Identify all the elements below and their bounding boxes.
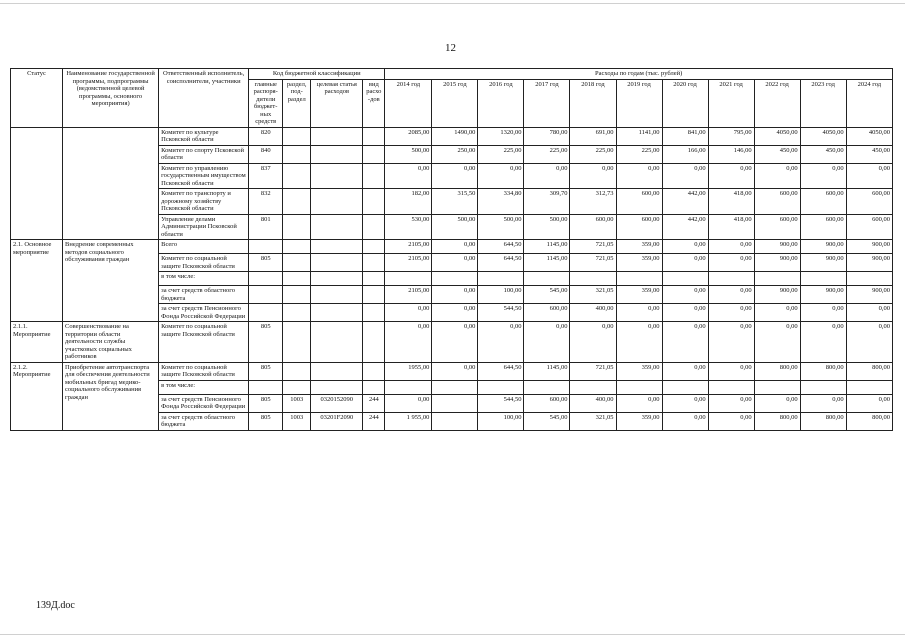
year-value-cell: 1145,00 [524, 362, 570, 380]
status-cell: 2.1.1. Мероприятие [11, 322, 63, 363]
year-value-cell: 225,00 [616, 145, 662, 163]
section-cell [283, 322, 311, 363]
target-cell [311, 272, 363, 286]
table-row [11, 127, 893, 145]
year-value-cell: 721,05 [570, 240, 616, 254]
year-value-cell: 795,00 [708, 127, 754, 145]
year-value-cell: 0,00 [754, 322, 800, 363]
year-value-cell: 0,00 [524, 322, 570, 363]
year-value-cell: 4050,00 [800, 127, 846, 145]
year-value-cell: 0,00 [385, 322, 432, 363]
year-value-cell: 500,00 [478, 214, 524, 240]
year-value-cell: 0,00 [432, 254, 478, 272]
year-value-cell [385, 272, 432, 286]
year-value-cell [385, 380, 432, 394]
year-value-cell: 600,00 [524, 394, 570, 412]
year-value-cell: 900,00 [754, 240, 800, 254]
year-value-cell: 2105,00 [385, 254, 432, 272]
year-value-cell: 600,00 [524, 304, 570, 322]
year-value-cell: 450,00 [754, 145, 800, 163]
year-value-cell [570, 380, 616, 394]
year-value-cell [846, 380, 892, 394]
year-value-cell: 0,00 [662, 286, 708, 304]
year-value-cell: 0,00 [662, 362, 708, 380]
grbs-cell [249, 240, 283, 254]
exp-type-cell [363, 254, 385, 272]
grbs-cell: 840 [249, 145, 283, 163]
year-value-cell: 721,05 [570, 254, 616, 272]
year-value-cell: 644,50 [478, 240, 524, 254]
year-value-cell: 359,00 [616, 240, 662, 254]
year-value-cell: 418,00 [708, 189, 754, 215]
target-cell: 03201F2090 [311, 412, 363, 430]
year-value-cell: 312,73 [570, 189, 616, 215]
year-value-cell [432, 380, 478, 394]
year-value-cell: 225,00 [570, 145, 616, 163]
year-value-cell: 0,00 [662, 322, 708, 363]
year-value-cell: 0,00 [478, 322, 524, 363]
year-value-cell [708, 272, 754, 286]
section-cell [283, 286, 311, 304]
responsible-cell: за счет средств Пенсионного Фонда Российской Федерации [159, 394, 249, 412]
responsible-cell: Управление делами Администрации Псковской области [159, 214, 249, 240]
exp-type-cell [363, 286, 385, 304]
exp-type-cell [363, 145, 385, 163]
year-value-cell: 0,00 [432, 322, 478, 363]
grbs-cell: 805 [249, 362, 283, 380]
scan-edge-bottom [0, 634, 905, 635]
year-value-cell: 0,00 [524, 163, 570, 189]
year-value-cell: 800,00 [846, 362, 892, 380]
header-section: раздел, под-раздел [283, 79, 311, 127]
year-value-cell: 1 955,00 [385, 412, 432, 430]
year-value-cell: 0,00 [662, 254, 708, 272]
section-cell [283, 163, 311, 189]
year-value-cell: 0,00 [708, 362, 754, 380]
year-value-cell: 321,05 [570, 412, 616, 430]
year-value-cell: 0,00 [846, 322, 892, 363]
responsible-cell: за счет средств Пенсионного Фонда Российской Федерации [159, 304, 249, 322]
year-value-cell: 0,00 [800, 394, 846, 412]
grbs-cell: 832 [249, 189, 283, 215]
header-expenses: Расходы по годам (тыс. рублей) [385, 69, 893, 80]
year-value-cell: 0,00 [708, 254, 754, 272]
year-value-cell: 1141,00 [616, 127, 662, 145]
year-value-cell: 900,00 [800, 240, 846, 254]
year-value-cell: 800,00 [800, 412, 846, 430]
target-cell [311, 240, 363, 254]
year-value-cell [616, 380, 662, 394]
year-value-cell: 0,00 [800, 163, 846, 189]
responsible-cell: Комитет по социальной защите Псковской области [159, 322, 249, 363]
exp-type-cell [363, 127, 385, 145]
year-value-cell: 0,00 [708, 163, 754, 189]
responsible-cell: Комитет по транспорту и дорожному хозяйству Псковской области [159, 189, 249, 215]
year-value-cell: 0,00 [708, 412, 754, 430]
year-value-cell: 359,00 [616, 286, 662, 304]
year-value-cell: 600,00 [800, 214, 846, 240]
name-cell: Приобретение автотранспорта для обеспечения деятельности мобильных бригад медико-социального обслуживания граждан [63, 362, 159, 430]
year-value-cell: 0,00 [662, 163, 708, 189]
year-value-cell: 780,00 [524, 127, 570, 145]
exp-type-cell [363, 272, 385, 286]
year-value-cell: 800,00 [754, 362, 800, 380]
year-value-cell: 900,00 [800, 254, 846, 272]
section-cell [283, 189, 311, 215]
grbs-cell: 805 [249, 254, 283, 272]
responsible-cell: Комитет по культуре Псковской области [159, 127, 249, 145]
section-cell [283, 254, 311, 272]
year-value-cell: 359,00 [616, 412, 662, 430]
year-value-cell [846, 272, 892, 286]
target-cell [311, 145, 363, 163]
header-name: Наименование государственной программы, подпрограммы (ведомственной целевой программы, основного мероприятия) [63, 69, 159, 128]
year-value-cell: 0,00 [616, 163, 662, 189]
year-value-cell: 166,00 [662, 145, 708, 163]
year-value-cell: 450,00 [846, 145, 892, 163]
year-value-cell: 2105,00 [385, 286, 432, 304]
year-value-cell: 418,00 [708, 214, 754, 240]
year-value-cell: 900,00 [846, 254, 892, 272]
year-value-cell: 500,00 [385, 145, 432, 163]
year-value-cell: 500,00 [524, 214, 570, 240]
year-value-cell: 182,00 [385, 189, 432, 215]
year-value-cell: 0,00 [432, 286, 478, 304]
responsible-cell: за счет средств областного бюджета [159, 286, 249, 304]
year-value-cell [524, 380, 570, 394]
year-value-cell: 4050,00 [754, 127, 800, 145]
year-value-cell: 0,00 [432, 362, 478, 380]
header-year: 2018 год [570, 79, 616, 127]
year-value-cell: 250,00 [432, 145, 478, 163]
year-value-cell: 644,50 [478, 254, 524, 272]
year-value-cell: 545,00 [524, 286, 570, 304]
year-value-cell: 0,00 [662, 412, 708, 430]
year-value-cell: 0,00 [570, 322, 616, 363]
year-value-cell: 544,50 [478, 394, 524, 412]
year-value-cell: 721,05 [570, 362, 616, 380]
status-cell: 2.1.2. Мероприятие [11, 362, 63, 430]
year-value-cell [708, 380, 754, 394]
year-value-cell: 0,00 [616, 322, 662, 363]
grbs-cell: 805 [249, 322, 283, 363]
section-cell [283, 214, 311, 240]
budget-table [10, 68, 893, 431]
year-value-cell [800, 380, 846, 394]
year-value-cell: 800,00 [800, 362, 846, 380]
responsible-cell: в том числе: [159, 380, 249, 394]
year-value-cell: 359,00 [616, 254, 662, 272]
year-value-cell: 225,00 [478, 145, 524, 163]
year-value-cell: 1955,00 [385, 362, 432, 380]
header-budget-code: Код бюджетной классификации [249, 69, 385, 80]
year-value-cell: 900,00 [754, 286, 800, 304]
year-value-cell: 644,50 [478, 362, 524, 380]
year-value-cell: 0,00 [800, 304, 846, 322]
year-value-cell: 0,00 [570, 163, 616, 189]
header-year: 2017 год [524, 79, 570, 127]
responsible-cell: за счет средств областного бюджета [159, 412, 249, 430]
year-value-cell: 100,00 [478, 286, 524, 304]
exp-type-cell [363, 240, 385, 254]
year-value-cell: 0,00 [708, 322, 754, 363]
year-value-cell: 1490,00 [432, 127, 478, 145]
header-target: целевая статья расходов [311, 79, 363, 127]
year-value-cell: 900,00 [846, 240, 892, 254]
name-cell [63, 127, 159, 240]
header-responsible: Ответственный исполнитель, соисполнители, участники [159, 69, 249, 128]
year-value-cell: 0,00 [754, 304, 800, 322]
year-value-cell: 600,00 [754, 189, 800, 215]
year-value-cell: 600,00 [800, 189, 846, 215]
year-value-cell: 500,00 [432, 214, 478, 240]
section-cell: 1003 [283, 412, 311, 430]
name-cell: Совершенствование на территории области деятельности службы участковых социальных работников [63, 322, 159, 363]
target-cell [311, 214, 363, 240]
year-value-cell: 334,80 [478, 189, 524, 215]
year-value-cell: 359,00 [616, 362, 662, 380]
section-cell: 1003 [283, 394, 311, 412]
year-value-cell: 1320,00 [478, 127, 524, 145]
year-value-cell: 2105,00 [385, 240, 432, 254]
year-value-cell: 1145,00 [524, 240, 570, 254]
year-value-cell: 0,00 [432, 304, 478, 322]
year-value-cell: 0,00 [708, 304, 754, 322]
header-year: 2019 год [616, 79, 662, 127]
target-cell [311, 362, 363, 380]
header-year: 2014 год [385, 79, 432, 127]
year-value-cell [478, 272, 524, 286]
year-value-cell: 600,00 [846, 189, 892, 215]
year-value-cell: 0,00 [385, 394, 432, 412]
exp-type-cell [363, 380, 385, 394]
header-year: 2024 год [846, 79, 892, 127]
year-value-cell [616, 272, 662, 286]
responsible-cell: Комитет по спорту Псковской области [159, 145, 249, 163]
header-year: 2015 год [432, 79, 478, 127]
status-cell: 2.1. Основное мероприятие [11, 240, 63, 322]
year-value-cell: 530,00 [385, 214, 432, 240]
header-grbs: главные распоря-дители бюджет-ных средств [249, 79, 283, 127]
section-cell [283, 240, 311, 254]
year-value-cell [432, 394, 478, 412]
year-value-cell: 0,00 [846, 304, 892, 322]
grbs-cell [249, 304, 283, 322]
header-year: 2016 год [478, 79, 524, 127]
section-cell [283, 304, 311, 322]
year-value-cell [662, 272, 708, 286]
year-value-cell: 400,00 [570, 394, 616, 412]
scan-edge-top [0, 3, 905, 4]
year-value-cell: 309,70 [524, 189, 570, 215]
target-cell [311, 163, 363, 189]
year-value-cell: 225,00 [524, 145, 570, 163]
responsible-cell: в том числе: [159, 272, 249, 286]
year-value-cell: 0,00 [432, 163, 478, 189]
table-row [11, 362, 893, 380]
target-cell: 0320152090 [311, 394, 363, 412]
year-value-cell: 442,00 [662, 214, 708, 240]
year-value-cell [432, 412, 478, 430]
year-value-cell: 600,00 [754, 214, 800, 240]
exp-type-cell [363, 214, 385, 240]
year-value-cell: 841,00 [662, 127, 708, 145]
year-value-cell: 0,00 [754, 394, 800, 412]
year-value-cell: 900,00 [846, 286, 892, 304]
grbs-cell: 820 [249, 127, 283, 145]
year-value-cell: 315,50 [432, 189, 478, 215]
year-value-cell: 0,00 [385, 304, 432, 322]
target-cell [311, 189, 363, 215]
responsible-cell: Комитет по управлению государственным имуществом Псковской области [159, 163, 249, 189]
target-cell [311, 286, 363, 304]
exp-type-cell [363, 304, 385, 322]
year-value-cell: 900,00 [800, 286, 846, 304]
table-row [11, 322, 893, 363]
grbs-cell: 837 [249, 163, 283, 189]
year-value-cell: 600,00 [616, 189, 662, 215]
year-value-cell [524, 272, 570, 286]
header-year: 2023 год [800, 79, 846, 127]
target-cell [311, 322, 363, 363]
responsible-cell: Комитет по социальной защите Псковской области [159, 362, 249, 380]
grbs-cell: 805 [249, 394, 283, 412]
year-value-cell: 0,00 [662, 240, 708, 254]
status-cell [11, 127, 63, 240]
page-number: 12 [445, 42, 456, 54]
year-value-cell: 0,00 [662, 304, 708, 322]
year-value-cell [800, 272, 846, 286]
exp-type-cell [363, 163, 385, 189]
year-value-cell: 0,00 [708, 286, 754, 304]
responsible-cell: Комитет по социальной защите Псковской области [159, 254, 249, 272]
target-cell [311, 380, 363, 394]
grbs-cell [249, 380, 283, 394]
year-value-cell: 0,00 [662, 394, 708, 412]
year-value-cell [570, 272, 616, 286]
year-value-cell [754, 380, 800, 394]
section-cell [283, 362, 311, 380]
section-cell [283, 145, 311, 163]
year-value-cell: 2085,00 [385, 127, 432, 145]
year-value-cell: 442,00 [662, 189, 708, 215]
grbs-cell: 801 [249, 214, 283, 240]
header-year: 2021 год [708, 79, 754, 127]
table-row [11, 240, 893, 254]
year-value-cell [662, 380, 708, 394]
year-value-cell: 400,00 [570, 304, 616, 322]
header-exp-type: вид расхо-дов [363, 79, 385, 127]
year-value-cell: 0,00 [385, 163, 432, 189]
year-value-cell [478, 380, 524, 394]
year-value-cell: 600,00 [570, 214, 616, 240]
exp-type-cell [363, 362, 385, 380]
year-value-cell: 0,00 [432, 240, 478, 254]
year-value-cell: 0,00 [846, 394, 892, 412]
grbs-cell: 805 [249, 412, 283, 430]
year-value-cell: 100,00 [478, 412, 524, 430]
section-cell [283, 272, 311, 286]
year-value-cell: 0,00 [800, 322, 846, 363]
exp-type-cell [363, 189, 385, 215]
responsible-cell: Всего [159, 240, 249, 254]
year-value-cell: 0,00 [846, 163, 892, 189]
year-value-cell: 0,00 [708, 394, 754, 412]
name-cell: Внедрение современных методов социального обслуживания граждан [63, 240, 159, 322]
year-value-cell: 900,00 [754, 254, 800, 272]
year-value-cell [754, 272, 800, 286]
year-value-cell: 146,00 [708, 145, 754, 163]
year-value-cell: 0,00 [708, 240, 754, 254]
year-value-cell: 691,00 [570, 127, 616, 145]
year-value-cell: 321,05 [570, 286, 616, 304]
year-value-cell: 450,00 [800, 145, 846, 163]
year-value-cell: 1145,00 [524, 254, 570, 272]
target-cell [311, 127, 363, 145]
target-cell [311, 254, 363, 272]
year-value-cell: 4050,00 [846, 127, 892, 145]
year-value-cell: 0,00 [616, 304, 662, 322]
year-value-cell: 800,00 [846, 412, 892, 430]
year-value-cell: 600,00 [616, 214, 662, 240]
header-status: Статус [11, 69, 63, 128]
year-value-cell: 545,00 [524, 412, 570, 430]
year-value-cell: 544,50 [478, 304, 524, 322]
year-value-cell: 0,00 [478, 163, 524, 189]
exp-type-cell [363, 322, 385, 363]
section-cell [283, 380, 311, 394]
header-year: 2022 год [754, 79, 800, 127]
section-cell [283, 127, 311, 145]
grbs-cell [249, 286, 283, 304]
target-cell [311, 304, 363, 322]
year-value-cell [432, 272, 478, 286]
year-value-cell: 800,00 [754, 412, 800, 430]
year-value-cell: 600,00 [846, 214, 892, 240]
year-value-cell: 0,00 [754, 163, 800, 189]
header-year: 2020 год [662, 79, 708, 127]
grbs-cell [249, 272, 283, 286]
year-value-cell: 0,00 [616, 394, 662, 412]
exp-type-cell: 244 [363, 412, 385, 430]
footer-filename: 139Д.doc [36, 600, 75, 611]
exp-type-cell: 244 [363, 394, 385, 412]
